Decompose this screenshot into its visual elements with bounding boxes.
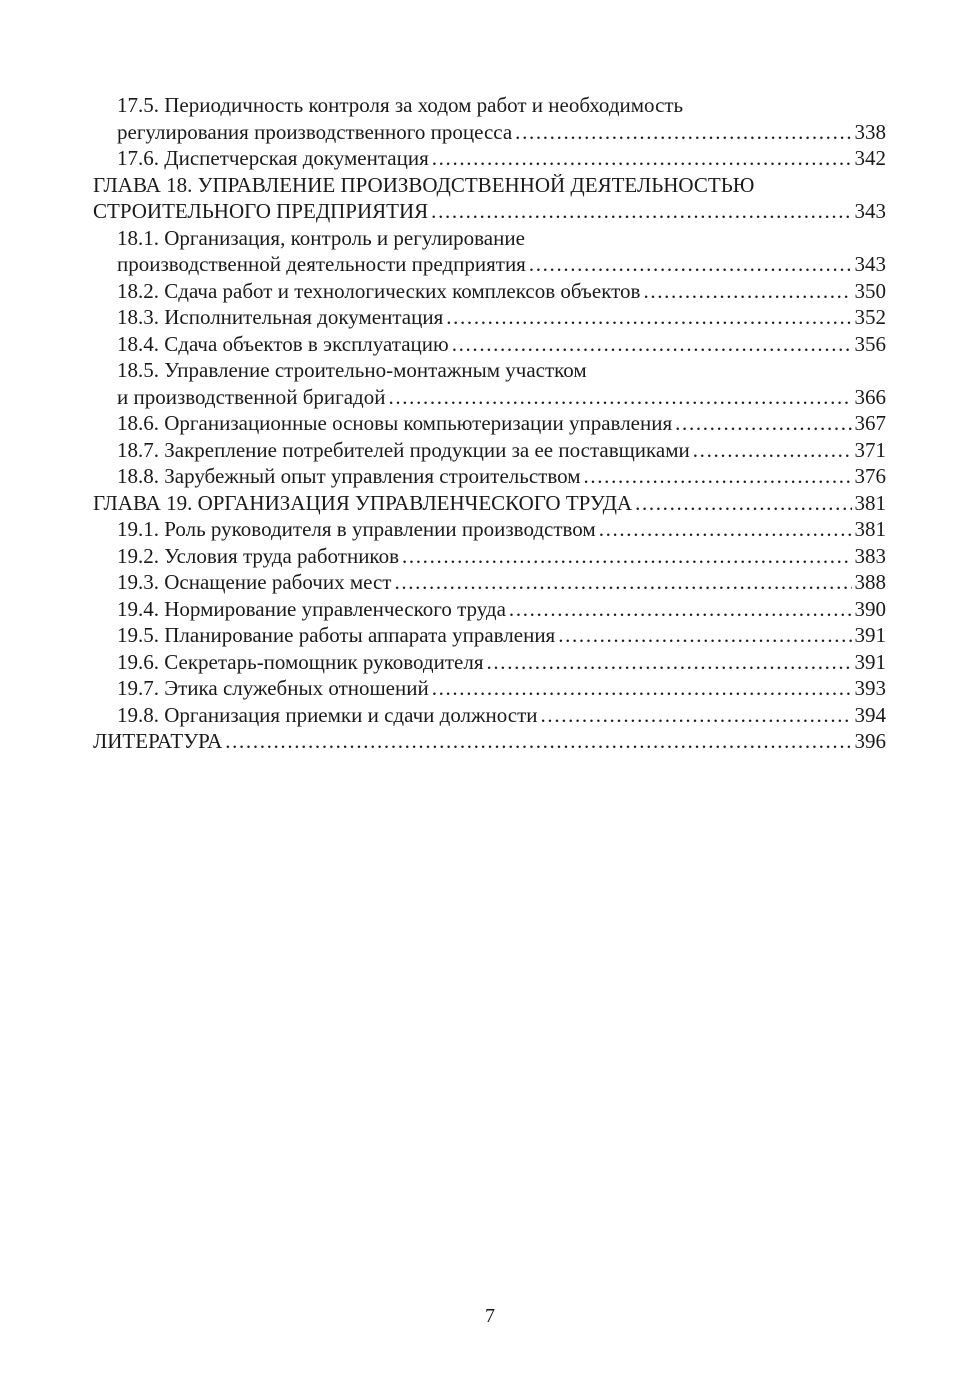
dot-leader [452,331,852,358]
toc-entry-title: 18.4. Сдача объектов в эксплуатацию [117,331,449,356]
toc-page-number: 394 [854,702,886,727]
toc-entry-title: 19.4. Нормирование управленческого труда [117,596,506,621]
toc-page-number: 390 [854,596,886,621]
dot-leader [225,728,851,755]
dot-leader [643,278,851,305]
toc-entry-18-7[interactable] [93,437,886,464]
dot-leader [693,437,852,464]
toc-page-number: 366 [854,384,886,409]
dot-leader [635,490,851,517]
toc-page-number: 338 [854,119,886,144]
toc-entry-title: 18.8. Зарубежный опыт управления строительством [117,464,581,488]
dot-leader [487,649,852,676]
toc-entry-19-1[interactable] [93,516,886,543]
dot-leader [388,384,851,411]
toc-entry-title: 19.6. Секретарь-помощник руководителя [117,649,484,674]
toc-entry-18-4[interactable] [93,331,886,358]
dot-leader [431,198,851,225]
toc-entry-title: 18.5. Управление строительно-монтажным участком [117,358,587,382]
toc-entry-title: 18.2. Сдача работ и технологических комплексов объектов [117,278,641,303]
toc-page-number: 388 [854,570,886,594]
toc-entry-title: 19.3. Оснащение рабочих мест [117,570,392,594]
toc-page-number: 342 [854,146,886,170]
toc-chapter-title: ГЛАВА 18. УПРАВЛЕНИЕ ПРОИЗВОДСТВЕННОЙ ДЕЯТЕЛЬНОСТЬЮ [93,172,755,197]
toc-page-number: 356 [854,331,886,356]
toc-entry-18-3[interactable] [93,304,886,331]
toc-page-number: 343 [854,199,886,223]
dot-leader [583,463,851,490]
dot-leader [515,119,851,146]
toc-page-number: 371 [854,437,886,462]
page-number: 7 [485,1305,495,1327]
toc-entry-19-4[interactable] [93,596,886,623]
toc-entry-title: 17.5. Периодичность контроля за ходом работ и необходимость [117,93,684,117]
toc-entry-title: регулирования производственного процесса [117,119,513,144]
toc-page-number: 383 [854,543,886,568]
toc-page-number: 352 [854,305,886,329]
toc-chapter-title: ЛИТЕРАТУРА [93,729,223,753]
dot-leader [432,145,852,172]
toc-entry-18-1[interactable] [93,225,886,278]
toc-literature[interactable] [93,728,886,755]
toc-entry-19-8[interactable] [93,702,886,729]
dot-leader [432,675,852,702]
toc-page-number: 381 [854,490,886,515]
toc-entry-title: 18.3. Исполнительная документация [117,305,444,329]
dot-leader [394,569,851,596]
dot-leader [558,622,851,649]
toc-entry-title: 19.8. Организация приемки и сдачи должности [117,702,538,727]
toc-page-number: 391 [854,623,886,647]
toc-entry-19-2[interactable] [93,543,886,570]
toc-page-number: 350 [854,278,886,303]
toc-entry-18-8[interactable] [93,463,886,490]
toc-entry-18-6[interactable] [93,410,886,437]
toc-entry-title: 19.1. Роль руководителя в управлении производством [117,517,596,541]
toc-chapter-18[interactable] [93,172,886,225]
toc-chapter-title: ГЛАВА 19. ОРГАНИЗАЦИЯ УПРАВЛЕНЧЕСКОГО ТРУДА [93,490,633,515]
toc-entry-19-3[interactable] [93,569,886,596]
toc-page-number: 391 [854,649,886,674]
toc-entry-17-6[interactable] [93,145,886,172]
dot-leader [599,516,852,543]
toc-entry-19-6[interactable] [93,649,886,676]
dot-leader [541,702,852,729]
toc-entry-title: производственной деятельности предприятия [117,252,526,276]
dot-leader [675,410,851,437]
toc-entry-title: 19.2. Условия труда работников [117,543,399,568]
toc-entry-title: 18.1. Организация, контроль и регулирование [117,225,525,250]
toc-entry-title: 19.7. Этика служебных отношений [117,676,429,700]
toc-chapter-19[interactable] [93,490,886,517]
toc-entry-title: 18.6. Организационные основы компьютеризации управления [117,411,673,435]
toc-page-number: 376 [854,464,886,488]
toc-page-number: 343 [854,252,886,276]
toc-entry-19-5[interactable] [93,622,886,649]
dot-leader [446,304,851,331]
dot-leader [509,596,852,623]
toc-entry-title: 17.6. Диспетчерская документация [117,146,429,170]
dot-leader [529,251,852,278]
toc-page-number: 393 [854,676,886,700]
toc-page-number: 381 [854,517,886,541]
toc-entry-17-5[interactable] [93,92,886,145]
toc-chapter-title: СТРОИТЕЛЬНОГО ПРЕДПРИЯТИЯ [93,199,429,223]
toc-entry-19-7[interactable] [93,675,886,702]
toc-entry-18-5[interactable] [93,357,886,410]
toc-entry-title: и производственной бригадой [117,384,386,409]
toc-entry-18-2[interactable] [93,278,886,305]
toc-page-number: 396 [854,729,886,753]
dot-leader [402,543,852,570]
toc-entry-title: 19.5. Планирование работы аппарата управления [117,623,556,647]
table-of-contents [93,92,886,755]
toc-page-number: 367 [854,411,886,435]
toc-entry-title: 18.7. Закрепление потребителей продукции за ее поставщиками [117,437,690,462]
